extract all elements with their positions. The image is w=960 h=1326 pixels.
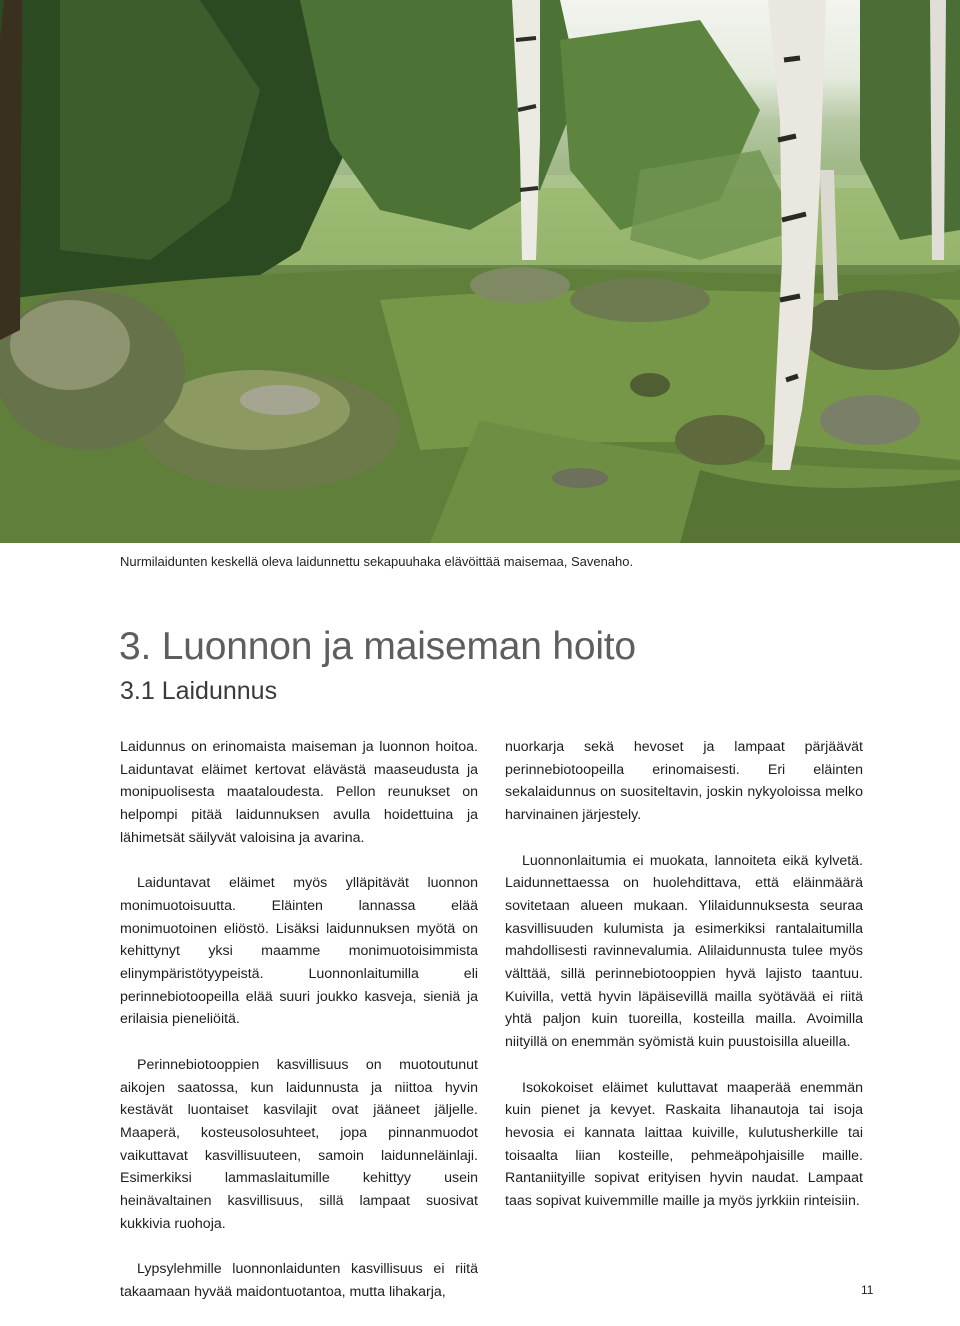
paragraph: Isokokoiset eläimet kuluttavat maaperää enemmän kuin pienet ja kevyet. Raskaita lihanautoja tai isoja hevosia ei kannata laittaa kuiville, kulutusherkille tai toisaalta liian kosteille, pehmeäpohjaisille maille. Rantaniityille sopivat erityisen hyvin naudat. Lampaat taas sopivat kuivemmille maille ja myös jyrkkiin rinteisiin.: [505, 1079, 863, 1210]
paragraph: nuorkarja sekä hevoset ja lampaat pärjäävät perinnebiotoopeilla erinomaisesti. Eri eläinten sekalaidunnus on suositeltavin, joskin nykyoloissa melko harvinainen järjestely.: [505, 739, 863, 824]
chapter-heading: 3. Luonnon ja maiseman hoito: [119, 625, 636, 668]
paragraph: Luonnonlaitumia ei muokata, lannoiteta eikä kylvetä. Laidunnettaessa on huolehdittava, että eläinmäärä sovitetaan alueen mukaan. Ylilaidunnuksesta seuraa kasvillisuuden kulumista ja esimerkiksi rantalaitumilla mahdollisesti ravinnevalumia. Alilaidunnusta tulee myös välttää, sillä perinnebiotooppien hyvä lajisto taantuu. Kuivilla, vettä hyvin läpäisevillä mailla syötävää ei riitä yhtä paljon kuin tuoreilla, kosteilla mailla. Avoimilla niityillä on enemmän syömistä kuin puustoisilla alueilla.: [505, 852, 863, 1051]
landscape-photo-illustration: [0, 0, 960, 543]
section-heading: 3.1 Laidunnus: [120, 677, 278, 705]
landscape-photo: [0, 0, 960, 543]
photo-caption: Nurmilaidunten keskellä oleva laidunnettu sekapuuhaka elävöittää maisemaa, Savenaho.: [120, 554, 634, 569]
left-text-column: [120, 736, 478, 1326]
right-text-column: [505, 736, 863, 1235]
paragraph: Laidunnus on erinomaista maiseman ja luonnon hoitoa. Laiduntavat eläimet kertovat elävästä maaseudusta ja monipuolisesta maataloudesta. Pellon reunukset on helpompi pitää laidunnuksen avulla hoidettuina ja lähimetsät säilyvät valoisina ja avarina.: [120, 739, 478, 846]
paragraph: Lypsylehmille luonnonlaidunten kasvillisuus ei riitä takaamaan hyvää maidontuotantoa, mutta lihakarja,: [120, 1261, 478, 1300]
paragraph: Perinnebiotooppien kasvillisuus on muotoutunut aikojen saatossa, kun laidunnusta ja niittoa hyvin kestävät luontaiset kasvilajit ovat jääneet jäljelle. Maaperä, kosteusolosuhteet, jopa pinnanmuodot vaikuttavat kasvillisuuteen, samoin laidunneläinlaji. Esimerkiksi lammaslaitumille kehittyy usein heinävaltainen kasvillisuus, sillä lampaat suosivat kukkivia ruohoja.: [120, 1056, 478, 1232]
page-number: 11: [861, 1283, 874, 1297]
paragraph: Laiduntavat eläimet myös ylläpitävät luonnon monimuotoisuutta. Eläinten lannassa elää monimuotoinen eliöstö. Lisäksi laidunnuksen myötä on kehittynyt yksi maamme monimuotoisimmista elinympäristötyypeistä. Luonnonlaitumilla eli perinnebiotoopeilla elää suuri joukko kasveja, sieniä ja erilaisia pieneliöitä.: [120, 875, 478, 1028]
